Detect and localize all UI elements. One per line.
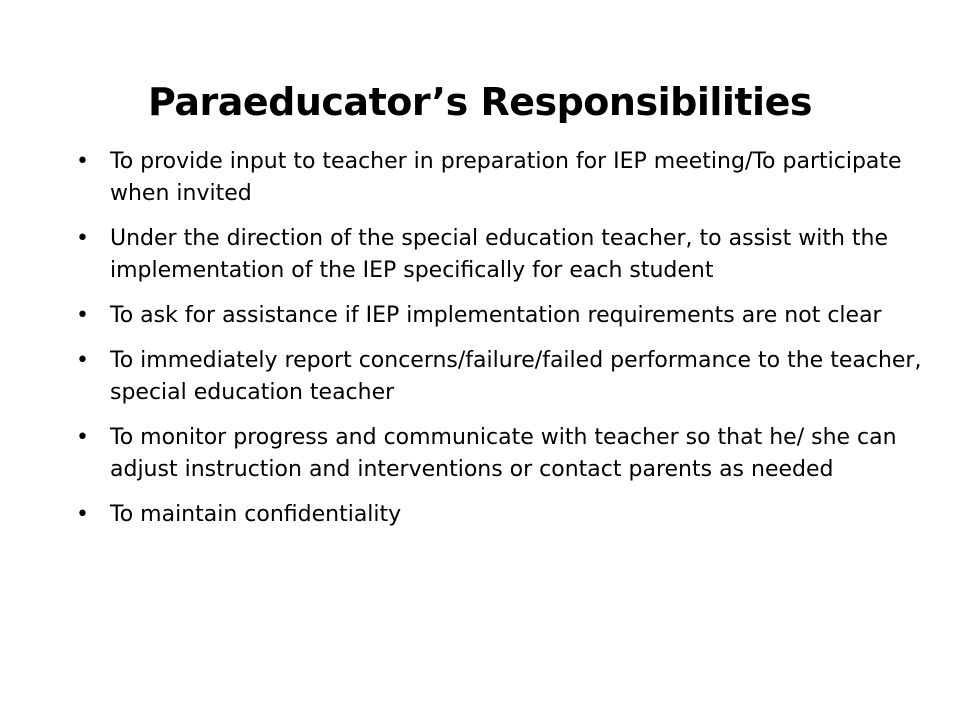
bullet-list: [76, 146, 926, 544]
bullet-text: To provide input to teacher in preparation for IEP meeting/To participate when invited: [110, 149, 902, 206]
bullet-text: To ask for assistance if IEP implementation requirements are not clear: [110, 303, 882, 328]
bullet-item: [76, 345, 926, 409]
bullet-dot-icon: •: [76, 149, 89, 174]
slide-title: Paraeducator’s Responsibilities: [148, 80, 812, 124]
bullet-dot-icon: •: [76, 226, 89, 251]
bullet-item: [76, 422, 926, 486]
bullet-dot-icon: •: [76, 425, 89, 450]
bullet-dot-icon: •: [76, 502, 89, 527]
bullet-dot-icon: •: [76, 303, 89, 328]
bullet-text: To immediately report concerns/failure/failed performance to the teacher, special education teacher: [110, 348, 922, 405]
bullet-item: [76, 146, 926, 210]
bullet-item: [76, 223, 926, 287]
bullet-item: [76, 499, 926, 531]
bullet-text: To maintain confidentiality: [110, 502, 402, 527]
bullet-text: Under the direction of the special education teacher, to assist with the implementation of the IEP specifically for each student: [110, 226, 888, 283]
bullet-dot-icon: •: [76, 348, 89, 373]
bullet-item: [76, 300, 926, 332]
bullet-text: To monitor progress and communicate with teacher so that he/ she can adjust instruction and interventions or contact parents as needed: [110, 425, 897, 482]
